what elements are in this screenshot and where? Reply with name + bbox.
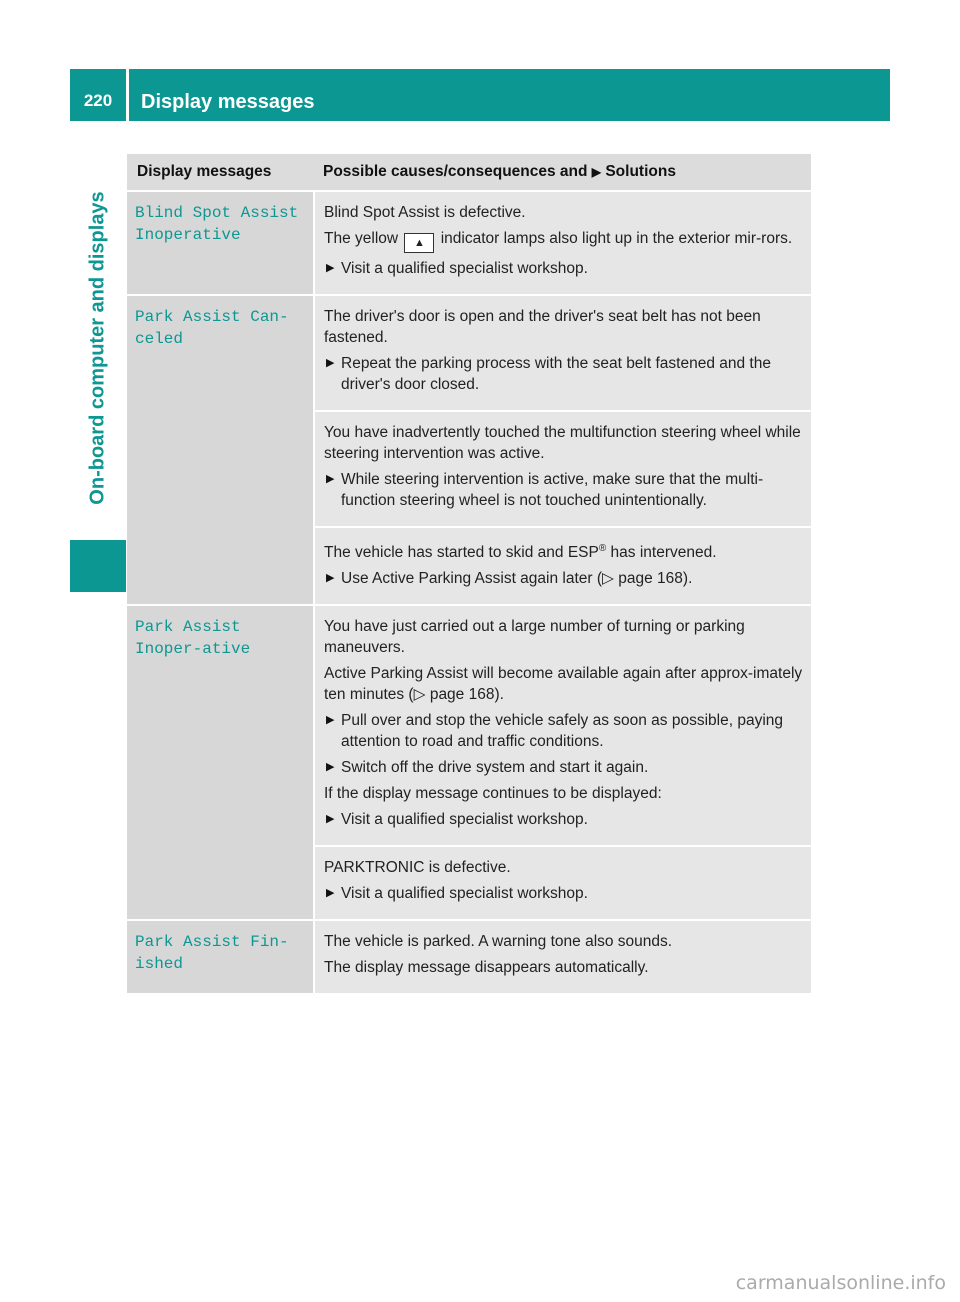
display-messages-table bbox=[127, 154, 811, 995]
side-tab-label: On-board computer and displays bbox=[86, 190, 109, 505]
arrow-icon: ▶ bbox=[326, 887, 335, 900]
section-title: Display messages bbox=[141, 91, 315, 113]
solution-cell bbox=[314, 295, 811, 411]
table-row bbox=[127, 920, 811, 994]
header-solutions-text: Solutions bbox=[605, 163, 676, 180]
arrow-icon: ▶ bbox=[326, 813, 335, 826]
arrow-icon: ▶ bbox=[326, 714, 335, 727]
message-park-assist-inoperative: Park Assist Inoper-ative bbox=[127, 605, 314, 920]
registered-mark: ® bbox=[598, 543, 607, 554]
message-park-assist-canceled: Park Assist Can-celed bbox=[127, 295, 314, 605]
arrow-icon: ▶ bbox=[326, 357, 335, 369]
solution-cell bbox=[314, 920, 811, 994]
header-causes-text: Possible causes/consequences and bbox=[323, 163, 588, 180]
cause-text bbox=[324, 228, 803, 253]
solution-cell bbox=[314, 605, 811, 846]
header-display-messages: Display messages bbox=[127, 154, 314, 191]
arrow-icon: ▶ bbox=[326, 262, 335, 274]
cause-text: The driver's door is open and the driver's seat belt has not been fastened. bbox=[324, 308, 761, 346]
solution-step bbox=[324, 353, 803, 395]
solution-step-text: Use Active Parking Assist again later (▷ page 168). bbox=[341, 570, 693, 588]
message-blind-spot-inoperative: Blind Spot Assist Inoperative bbox=[127, 191, 314, 295]
section-header bbox=[129, 69, 890, 121]
solution-step-text: Visit a qualified specialist workshop. bbox=[341, 811, 588, 829]
solution-step-text: Pull over and stop the vehicle safely as soon as possible, paying attention to road and traffic conditions. bbox=[341, 712, 784, 751]
solution-step-text: Repeat the parking process with the seat belt fastened and the driver's door closed. bbox=[341, 355, 771, 393]
side-tab-marker bbox=[70, 540, 126, 592]
cause-text-part: The yellow bbox=[324, 230, 399, 247]
table-row bbox=[127, 605, 811, 846]
solution-step bbox=[324, 757, 803, 778]
cause-text: Active Parking Assist will become available again after approx-imately ten minutes (▷ page 168). bbox=[324, 665, 803, 704]
table-row bbox=[127, 191, 811, 295]
watermark: carmanualsonline.info bbox=[735, 1272, 946, 1294]
arrow-icon: ▶ bbox=[326, 761, 335, 774]
cause-text-part: The vehicle has started to skid and ESP bbox=[324, 544, 599, 562]
cause-text: PARKTRONIC is defective. bbox=[324, 859, 511, 877]
arrow-icon: ▶ bbox=[326, 473, 335, 485]
solution-cell bbox=[314, 846, 811, 920]
solution-cell bbox=[314, 527, 811, 605]
solution-cell bbox=[314, 191, 811, 295]
cause-text: The vehicle is parked. A warning tone also sounds. bbox=[324, 933, 673, 951]
message-park-assist-finished: Park Assist Fin-ished bbox=[127, 920, 314, 994]
cause-text bbox=[324, 538, 803, 563]
cause-text-part: has intervened. bbox=[606, 544, 717, 562]
solution-step bbox=[324, 883, 803, 904]
solution-step bbox=[324, 469, 803, 511]
cause-text: Blind Spot Assist is defective. bbox=[324, 204, 526, 221]
solution-step bbox=[324, 568, 803, 589]
arrow-icon: ▶ bbox=[326, 572, 335, 585]
solution-step-text: Visit a qualified specialist workshop. bbox=[341, 885, 588, 903]
table-row bbox=[127, 295, 811, 411]
table-header-row bbox=[127, 154, 811, 191]
solution-step-text: While steering intervention is active, make sure that the multi-function steering wheel is not touched unintentionally. bbox=[341, 471, 764, 509]
cause-text: If the display message continues to be displayed: bbox=[324, 785, 662, 803]
solution-step-text: Visit a qualified specialist workshop. bbox=[341, 260, 588, 277]
arrow-icon: ▶ bbox=[591, 165, 602, 179]
blind-spot-warning-icon: ▲ bbox=[404, 233, 434, 253]
cause-text: The display message disappears automatically. bbox=[324, 959, 649, 977]
side-tab bbox=[70, 165, 126, 530]
solution-step bbox=[324, 710, 803, 752]
solution-step bbox=[324, 258, 803, 279]
cause-text: You have inadvertently touched the multifunction steering wheel while steering intervention was active. bbox=[324, 424, 801, 462]
solution-step bbox=[324, 809, 803, 830]
cause-text: You have just carried out a large number of turning or parking maneuvers. bbox=[324, 618, 745, 657]
header-causes-solutions bbox=[314, 154, 811, 191]
solution-cell bbox=[314, 411, 811, 527]
solution-step-text: Switch off the drive system and start it again. bbox=[341, 759, 649, 777]
page-number: 220 bbox=[70, 69, 126, 121]
cause-text-part: indicator lamps also light up in the exterior mir-rors. bbox=[440, 230, 793, 247]
